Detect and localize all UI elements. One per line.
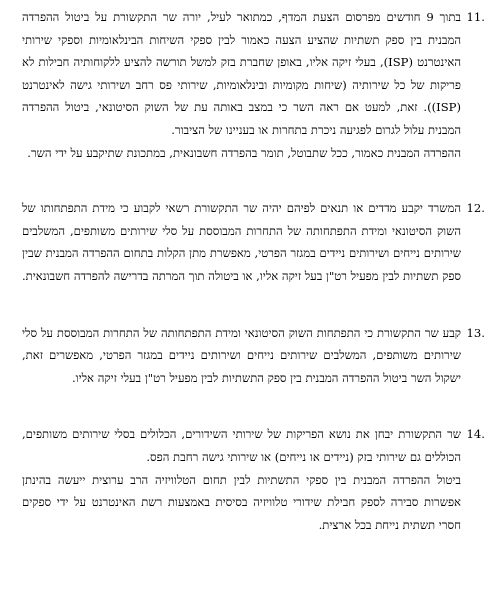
clause-paragraph: בתוך 9 חודשים מפרסום הצעת המדף, כמתואר לעיל, יורה שר התקשורת על ביטול ההפרדה המבנית בין ספק תשתיות שהציע הצעה כאמור לבין ספקי השיחות הבינלאומיות וספקי שירותי האינטרנט (ISP), בעלי זיקה אליו, באופן שחברת בזק למשל תורשה להציע ללקוחותיה חבילות לא פריקות של כל שירותיה (שיחות מקומיות ובינלאומיות, שירותי פס רחב ושירותי גישה לאינטרנט (ISP)). זאת, למעט אם ראה השר כי במצב באותה עת של השוק הסיטונאי, ביטול ההפרדה המבנית עלול לגרום לפגיעה ניכרת בתחרות או בעניינו של הציבור. <box>22 10 461 137</box>
clause-number: 11. <box>466 10 485 24</box>
clause-paragraph: המשרד יקבע מדדים או תנאים לפיהם יהיה שר התקשורת רשאי לקבוע כי מידת התפתחותו של השוק הסיטונאי ומידת התפתחותה של התחרות המבוססת על סלי שירותים משותפים, המשלבים שירותים נייחים ושירותים ניידים במגזר הפרטי, מאפשרת מתן הקלות בתחום ההפרדה המבנית שבין ספק תשתיות לבין מפעיל רט"ן בעל זיקה אליו, או ביטולה תוך המרתה בדרישה להפרדה חשבונאית. <box>22 201 461 283</box>
clause-paragraph: קבע שר התקשורת כי התפתחות השוק הסיטונאי ומידת התפתחותה של התחרות המבוססת על סלי שירותים משותפים, המשלבים שירותים נייחים ושירותים ניידים במגזר הפרטי, מאפשרים זאת, ישקול השר ביטול ההפרדה המבנית בין ספק התשתיות לבין מפעיל רט"ן בעלי זיקה אליו. <box>22 325 461 385</box>
clause-11 <box>22 6 485 164</box>
clause-14 <box>22 423 485 536</box>
clause-number: 12. <box>466 201 485 216</box>
clause-paragraph: ביטול ההפרדה המבנית בין ספקי התשתיות לבין תחום הטלוויזיה הרב ערוצית ייעשה בהינתן אפשרות סבירה לספק חבילת שידורי טלוויזיה בסיסית באמצעות רשת האינטרנט על ידי ספקים חסרי תשתית נייחת בכל ארצית. <box>22 472 461 532</box>
clause-paragraph: ההפרדה המבנית כאמור, ככל שתבוטל, תומר בהפרדה חשבונאית, במתכונת שתיקבע על ידי השר. <box>27 145 461 160</box>
clause-13 <box>22 322 485 390</box>
clause-paragraph: שר התקשורת יבחן את נושא הפריקות של שירותי השידורים, הכלולים בסלי שירותים משותפים, הכוללים גם שירותי בזק (ניידים או נייחים) או שירותי גישה רחבת הפס. <box>22 427 461 464</box>
clause-number: 13. <box>466 325 485 340</box>
clause-12 <box>22 197 485 287</box>
clause-number: 14. <box>466 427 485 442</box>
